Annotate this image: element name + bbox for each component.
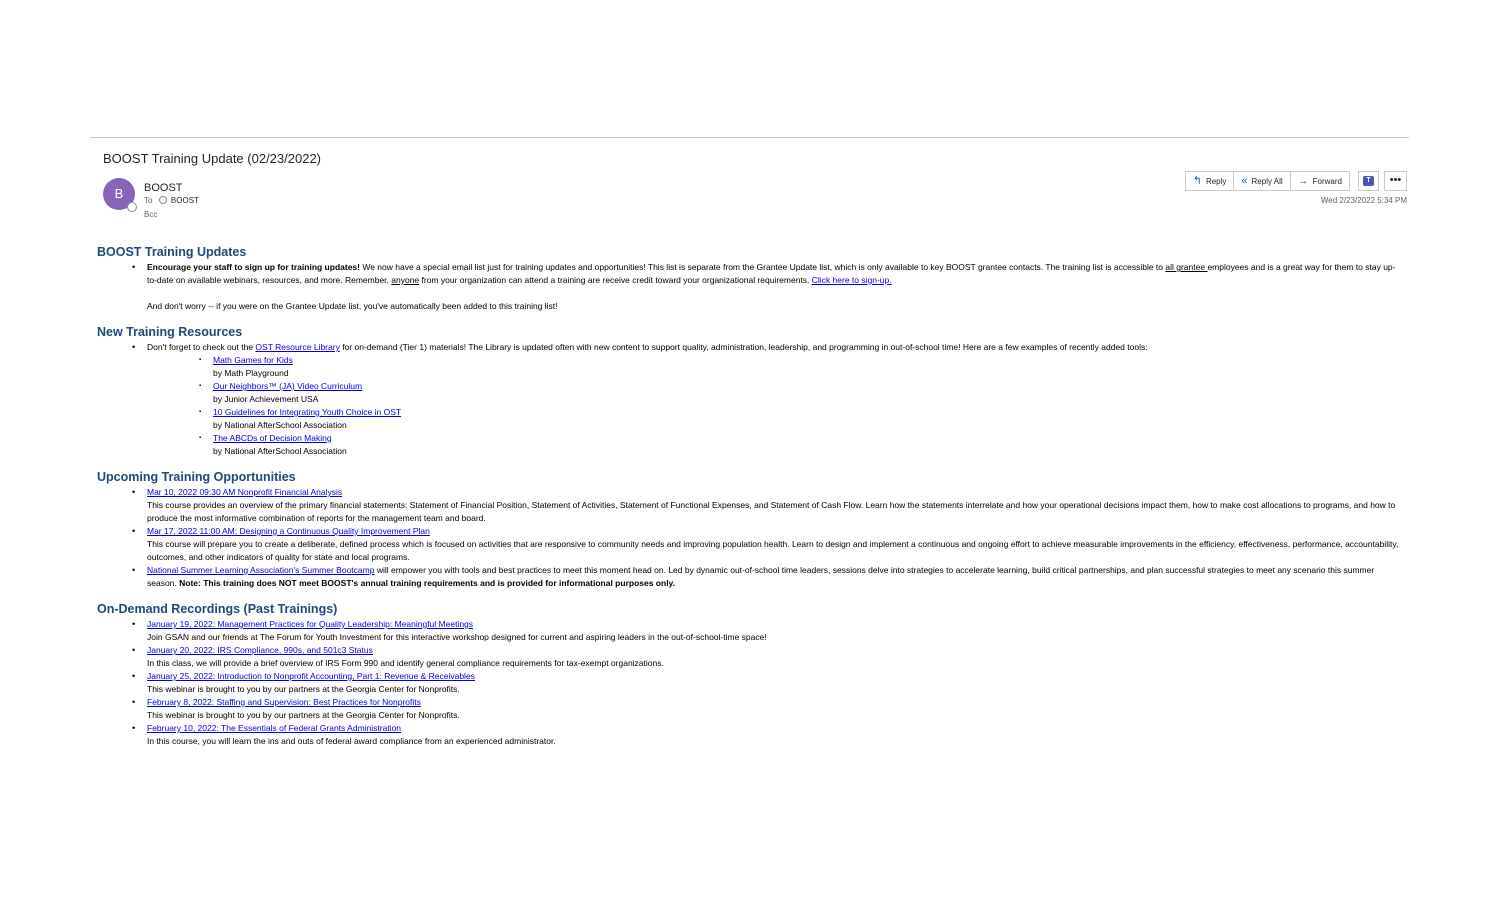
- bcc-label: Bcc: [144, 210, 158, 219]
- resources-heading: New Training Resources: [97, 325, 243, 339]
- training-updates-heading: BOOST Training Updates: [97, 245, 247, 259]
- resource-author: by National AfterSchool Association: [213, 420, 347, 430]
- body-text: employees and is a great way for them to stay up-to-date on available webinars, resources, and more. Remember,: [147, 262, 1396, 285]
- training-updates-list: [97, 261, 1402, 287]
- recording-description: This webinar is brought to you by our partners at the Georgia Center for Nonprofits.: [147, 710, 460, 720]
- list-item: [147, 618, 1402, 644]
- upcoming-list: [97, 486, 1402, 590]
- resource-author: by Junior Achievement USA: [213, 394, 319, 404]
- email-timestamp: Wed 2/23/2022 5:34 PM: [1320, 196, 1407, 205]
- more-actions-button[interactable]: •••: [1384, 171, 1407, 191]
- list-item: [147, 525, 1402, 564]
- upcoming-section: [97, 469, 1402, 590]
- reply-all-button[interactable]: [1233, 171, 1289, 191]
- list-item: [147, 564, 1402, 590]
- underlined-text: all grantee: [1165, 262, 1208, 272]
- body-text: for on-demand (Tier 1) materials! The Library is updated often with new content to support quality, administration, leadership, and programming in out-of-school time! Here are a few examples of recently added tools:: [339, 342, 1148, 352]
- message-actions: [1185, 171, 1350, 191]
- bold-note: Note: This training does NOT meet BOOST's annual training requirements and is provided for informational purposes only.: [179, 578, 676, 588]
- recording-link[interactable]: February 8, 2022: Staffing and Supervision: Best Practices for Nonprofits: [147, 697, 421, 707]
- training-description: This course provides an overview of the primary financial statements: Statement of Financial Position, Statement of Activities, Statement of Functional Expenses, and Statement of Cash Flow. Learn how the statements interrelate and how your operational decisions impact them, how to make cost allocations to programs, and how to produce the most informative combination of reports for the management team and board.: [147, 500, 1396, 523]
- bootcamp-link[interactable]: National Summer Learning Association's Summer Bootcamp: [147, 565, 375, 575]
- note-text: And don't worry -- if you were on the Grantee Update list, you've automatically been added to this training list!: [147, 301, 558, 311]
- reply-all-icon: «: [1241, 174, 1248, 187]
- recording-link[interactable]: January 25, 2022: Introduction to Nonprofit Accounting, Part 1: Revenue & Receivables: [147, 671, 475, 681]
- resource-item: [213, 432, 1402, 458]
- sender-name[interactable]: BOOST: [144, 182, 183, 194]
- resources-list: [97, 341, 1402, 458]
- bold-lead: Encourage your staff to sign up for training updates!: [147, 262, 360, 272]
- reply-button[interactable]: [1185, 171, 1234, 191]
- recording-description: In this course, you will learn the ins and outs of federal award compliance from an experienced administrator.: [147, 736, 556, 746]
- recordings-heading: On-Demand Recordings (Past Trainings): [97, 602, 338, 616]
- sender-avatar[interactable]: B: [103, 178, 135, 210]
- reply-label: Reply: [1205, 176, 1227, 186]
- body-text: from your organization can attend a training are receive credit toward your organizational requirements.: [419, 275, 812, 285]
- email-body: [97, 244, 1402, 759]
- recording-link[interactable]: January 19, 2022: Management Practices for Quality Leadership: Meaningful Meetings: [147, 619, 474, 629]
- recordings-list: [97, 618, 1402, 748]
- teams-icon: T: [1363, 176, 1374, 186]
- forward-icon: →: [1297, 174, 1309, 187]
- resource-item: [213, 380, 1402, 406]
- list-item: [147, 670, 1402, 696]
- body-text: will empower you with tools and best practices to meet this moment head on. Led by dynamic out-of-school time leaders, sessions delve into strategies to accelerate learning, build critical partnerships, and plan successful strategies to meet any scenario this summer season.: [147, 565, 1375, 588]
- teams-button[interactable]: [1358, 171, 1379, 191]
- training-link[interactable]: Mar 10, 2022 09:30 AM Nonprofit Financial Analysis: [147, 487, 343, 497]
- body-text: Don't forget to check out the: [147, 342, 256, 352]
- forward-button[interactable]: [1290, 171, 1350, 191]
- resources-section: [97, 324, 1402, 458]
- presence-status-icon: [127, 202, 137, 212]
- resource-item: [213, 406, 1402, 432]
- list-item: [147, 486, 1402, 525]
- recording-description: This webinar is brought to you by our partners at the Georgia Center for Nonprofits.: [147, 684, 460, 694]
- recipient-presence-icon: [159, 196, 167, 204]
- list-item: [147, 722, 1402, 748]
- recording-description: Join GSAN and our friends at The Forum for Youth Investment for this interactive workshop designed for current and aspiring leaders in the out-of-school-time space!: [147, 632, 767, 642]
- reply-all-label: Reply All: [1251, 176, 1283, 186]
- resource-author: by National AfterSchool Association: [213, 446, 347, 456]
- training-description: This course will prepare you to create a deliberate, defined process which is focused on activities that are responsive to community needs and improving population health. Learn to design and implement a continuous and ongoing effort to achieve measurable improvements in the efficiency, effectiveness, performance, accountability, outcomes, and other indicators of quality for state and local programs.: [147, 539, 1399, 562]
- list-item: [147, 261, 1402, 287]
- to-label: To: [144, 196, 153, 205]
- upcoming-heading: Upcoming Training Opportunities: [97, 470, 296, 484]
- training-link[interactable]: Mar 17, 2022 11:00 AM: Designing a Continuous Quality Improvement Plan: [147, 526, 430, 536]
- recording-link[interactable]: February 10, 2022: The Essentials of Federal Grants Administration: [147, 723, 402, 733]
- recording-description: In this class, we will provide a brief overview of IRS Form 990 and identify general compliance requirements for tax-exempt organizations.: [147, 658, 664, 668]
- reply-icon: ↰: [1192, 174, 1202, 187]
- resource-link[interactable]: 10 Guidelines for Integrating Youth Choice in OST: [213, 407, 402, 417]
- list-item: [147, 341, 1402, 458]
- recording-link[interactable]: January 20, 2022: IRS Compliance, 990s, and 501c3 Status: [147, 645, 373, 655]
- to-recipient[interactable]: BOOST: [170, 196, 199, 205]
- signup-link[interactable]: Click here to sign-up.: [811, 275, 892, 285]
- ost-resource-library-link[interactable]: OST Resource Library: [255, 342, 340, 352]
- resource-link[interactable]: Our Neighbors™ (JA) Video Curriculum: [213, 381, 363, 391]
- resource-link[interactable]: The ABCDs of Decision Making: [213, 433, 332, 443]
- underlined-text: anyone: [391, 275, 420, 285]
- body-text: We now have a special email list just for training updates and opportunities! This list is separate from the Grantee Update list, which is only available to key BOOST grantee contacts. The training list is accessible to: [359, 262, 1166, 272]
- forward-label: Forward: [1312, 176, 1342, 186]
- resource-link[interactable]: Math Games for Kids: [213, 355, 293, 365]
- recordings-section: [97, 601, 1402, 748]
- list-item: [147, 644, 1402, 670]
- resource-sublist: [147, 354, 1402, 458]
- list-item: [147, 696, 1402, 722]
- resource-item: [213, 354, 1402, 380]
- resource-author: by Math Playground: [213, 368, 289, 378]
- email-reading-pane: [90, 137, 1409, 778]
- to-line: [144, 196, 199, 205]
- email-subject: BOOST Training Update (02/23/2022): [103, 151, 321, 166]
- training-updates-section: [97, 244, 1402, 313]
